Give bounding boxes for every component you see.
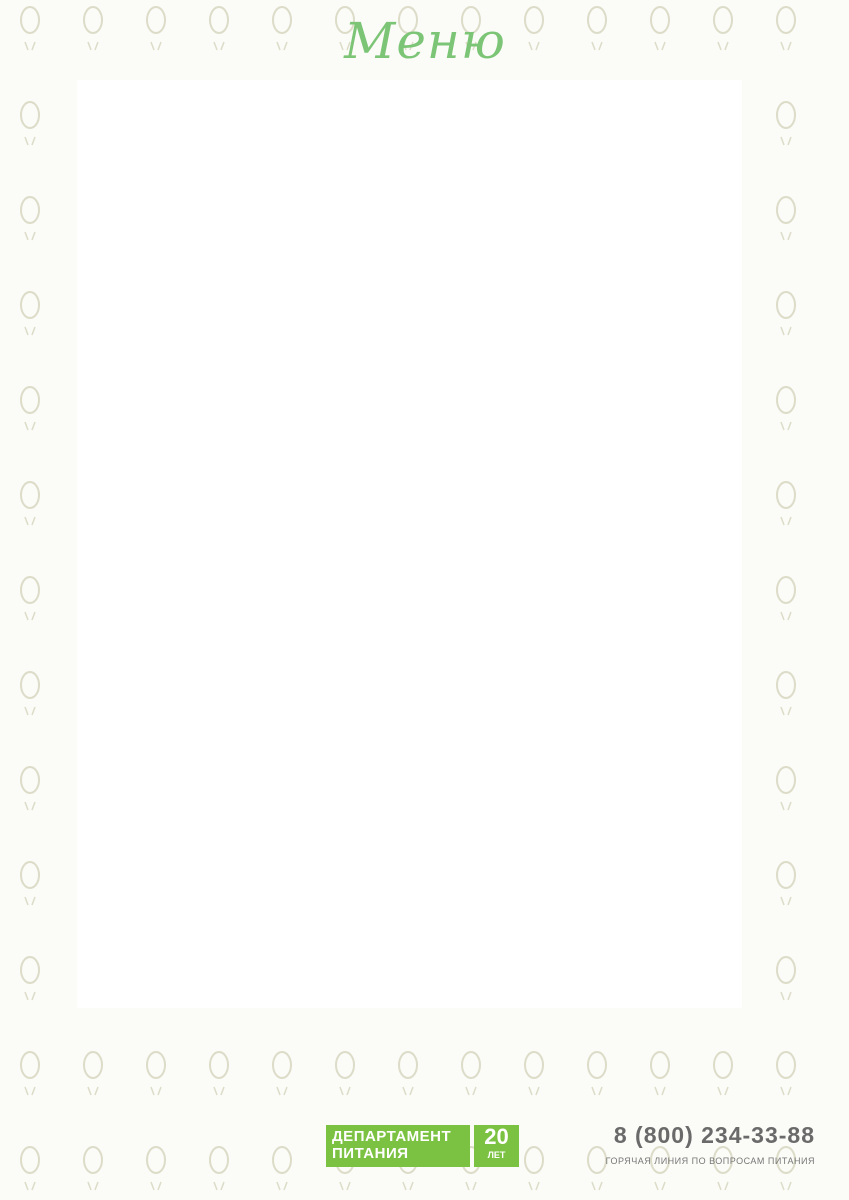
pattern-motif-icon <box>210 1147 228 1190</box>
pattern-motif-icon <box>777 197 795 240</box>
pattern-motif-icon <box>777 672 795 715</box>
pattern-motif-icon <box>777 387 795 430</box>
pattern-motif-icon <box>651 1052 669 1095</box>
pattern-motif-icon <box>777 577 795 620</box>
pattern-motif-icon <box>777 102 795 145</box>
logo-text-box <box>326 1125 470 1167</box>
pattern-motif-icon <box>210 1052 228 1095</box>
pattern-motif-icon <box>21 672 39 715</box>
pattern-motif-icon <box>273 1052 291 1095</box>
pattern-motif-icon <box>21 577 39 620</box>
pattern-motif-icon <box>462 1052 480 1095</box>
pattern-motif-icon <box>588 1147 606 1190</box>
menu-sheet <box>77 80 742 1008</box>
page-title: Меню <box>344 12 506 70</box>
pattern-motif-icon <box>525 1147 543 1190</box>
pattern-motif-icon <box>21 1147 39 1190</box>
logo-anniversary-badge <box>474 1125 519 1167</box>
pattern-motif-icon <box>651 1147 669 1190</box>
pattern-motif-icon <box>777 957 795 1000</box>
pattern-motif-icon <box>21 482 39 525</box>
pattern-motif-icon <box>147 1052 165 1095</box>
pattern-motif-icon <box>399 1052 417 1095</box>
pattern-motif-icon <box>714 1147 732 1190</box>
pattern-motif-icon <box>21 1052 39 1095</box>
pattern-motif-icon <box>777 7 795 50</box>
pattern-motif-icon <box>210 7 228 50</box>
pattern-motif-icon <box>336 1052 354 1095</box>
pattern-motif-icon <box>525 7 543 50</box>
pattern-motif-icon <box>21 7 39 50</box>
pattern-motif-icon <box>147 7 165 50</box>
pattern-motif-icon <box>525 1052 543 1095</box>
pattern-motif-icon <box>777 482 795 525</box>
pattern-motif-icon <box>273 1147 291 1190</box>
pattern-motif-icon <box>714 1052 732 1095</box>
pattern-motif-icon <box>147 1147 165 1190</box>
pattern-motif-icon <box>777 767 795 810</box>
pattern-motif-icon <box>588 1052 606 1095</box>
pattern-motif-icon <box>21 957 39 1000</box>
pattern-motif-icon <box>21 102 39 145</box>
logo-line1: ДЕПАРТАМЕНТ <box>332 1128 452 1145</box>
pattern-motif-icon <box>777 862 795 905</box>
logo-line2: ПИТАНИЯ <box>332 1145 409 1162</box>
pattern-motif-icon <box>21 387 39 430</box>
hotline-phone: 8 (800) 234-33-88 <box>613 1122 815 1148</box>
pattern-motif-icon <box>777 292 795 335</box>
pattern-motif-icon <box>651 7 669 50</box>
hotline-caption: ГОРЯЧАЯ ЛИНИЯ ПО ВОПРОСАМ ПИТАНИЯ <box>605 1156 815 1166</box>
pattern-motif-icon <box>777 1147 795 1190</box>
department-logo <box>326 1125 519 1167</box>
pattern-motif-icon <box>777 1052 795 1095</box>
pattern-motif-icon <box>273 7 291 50</box>
pattern-motif-icon <box>21 862 39 905</box>
pattern-motif-icon <box>84 1052 102 1095</box>
pattern-motif-icon <box>588 7 606 50</box>
pattern-motif-icon <box>21 197 39 240</box>
pattern-motif-icon <box>21 292 39 335</box>
pattern-motif-icon <box>84 7 102 50</box>
pattern-motif-icon <box>714 7 732 50</box>
logo-years: ЛЕТ <box>487 1150 506 1160</box>
pattern-motif-icon <box>84 1147 102 1190</box>
pattern-motif-icon <box>21 767 39 810</box>
logo-number: 20 <box>484 1124 509 1149</box>
